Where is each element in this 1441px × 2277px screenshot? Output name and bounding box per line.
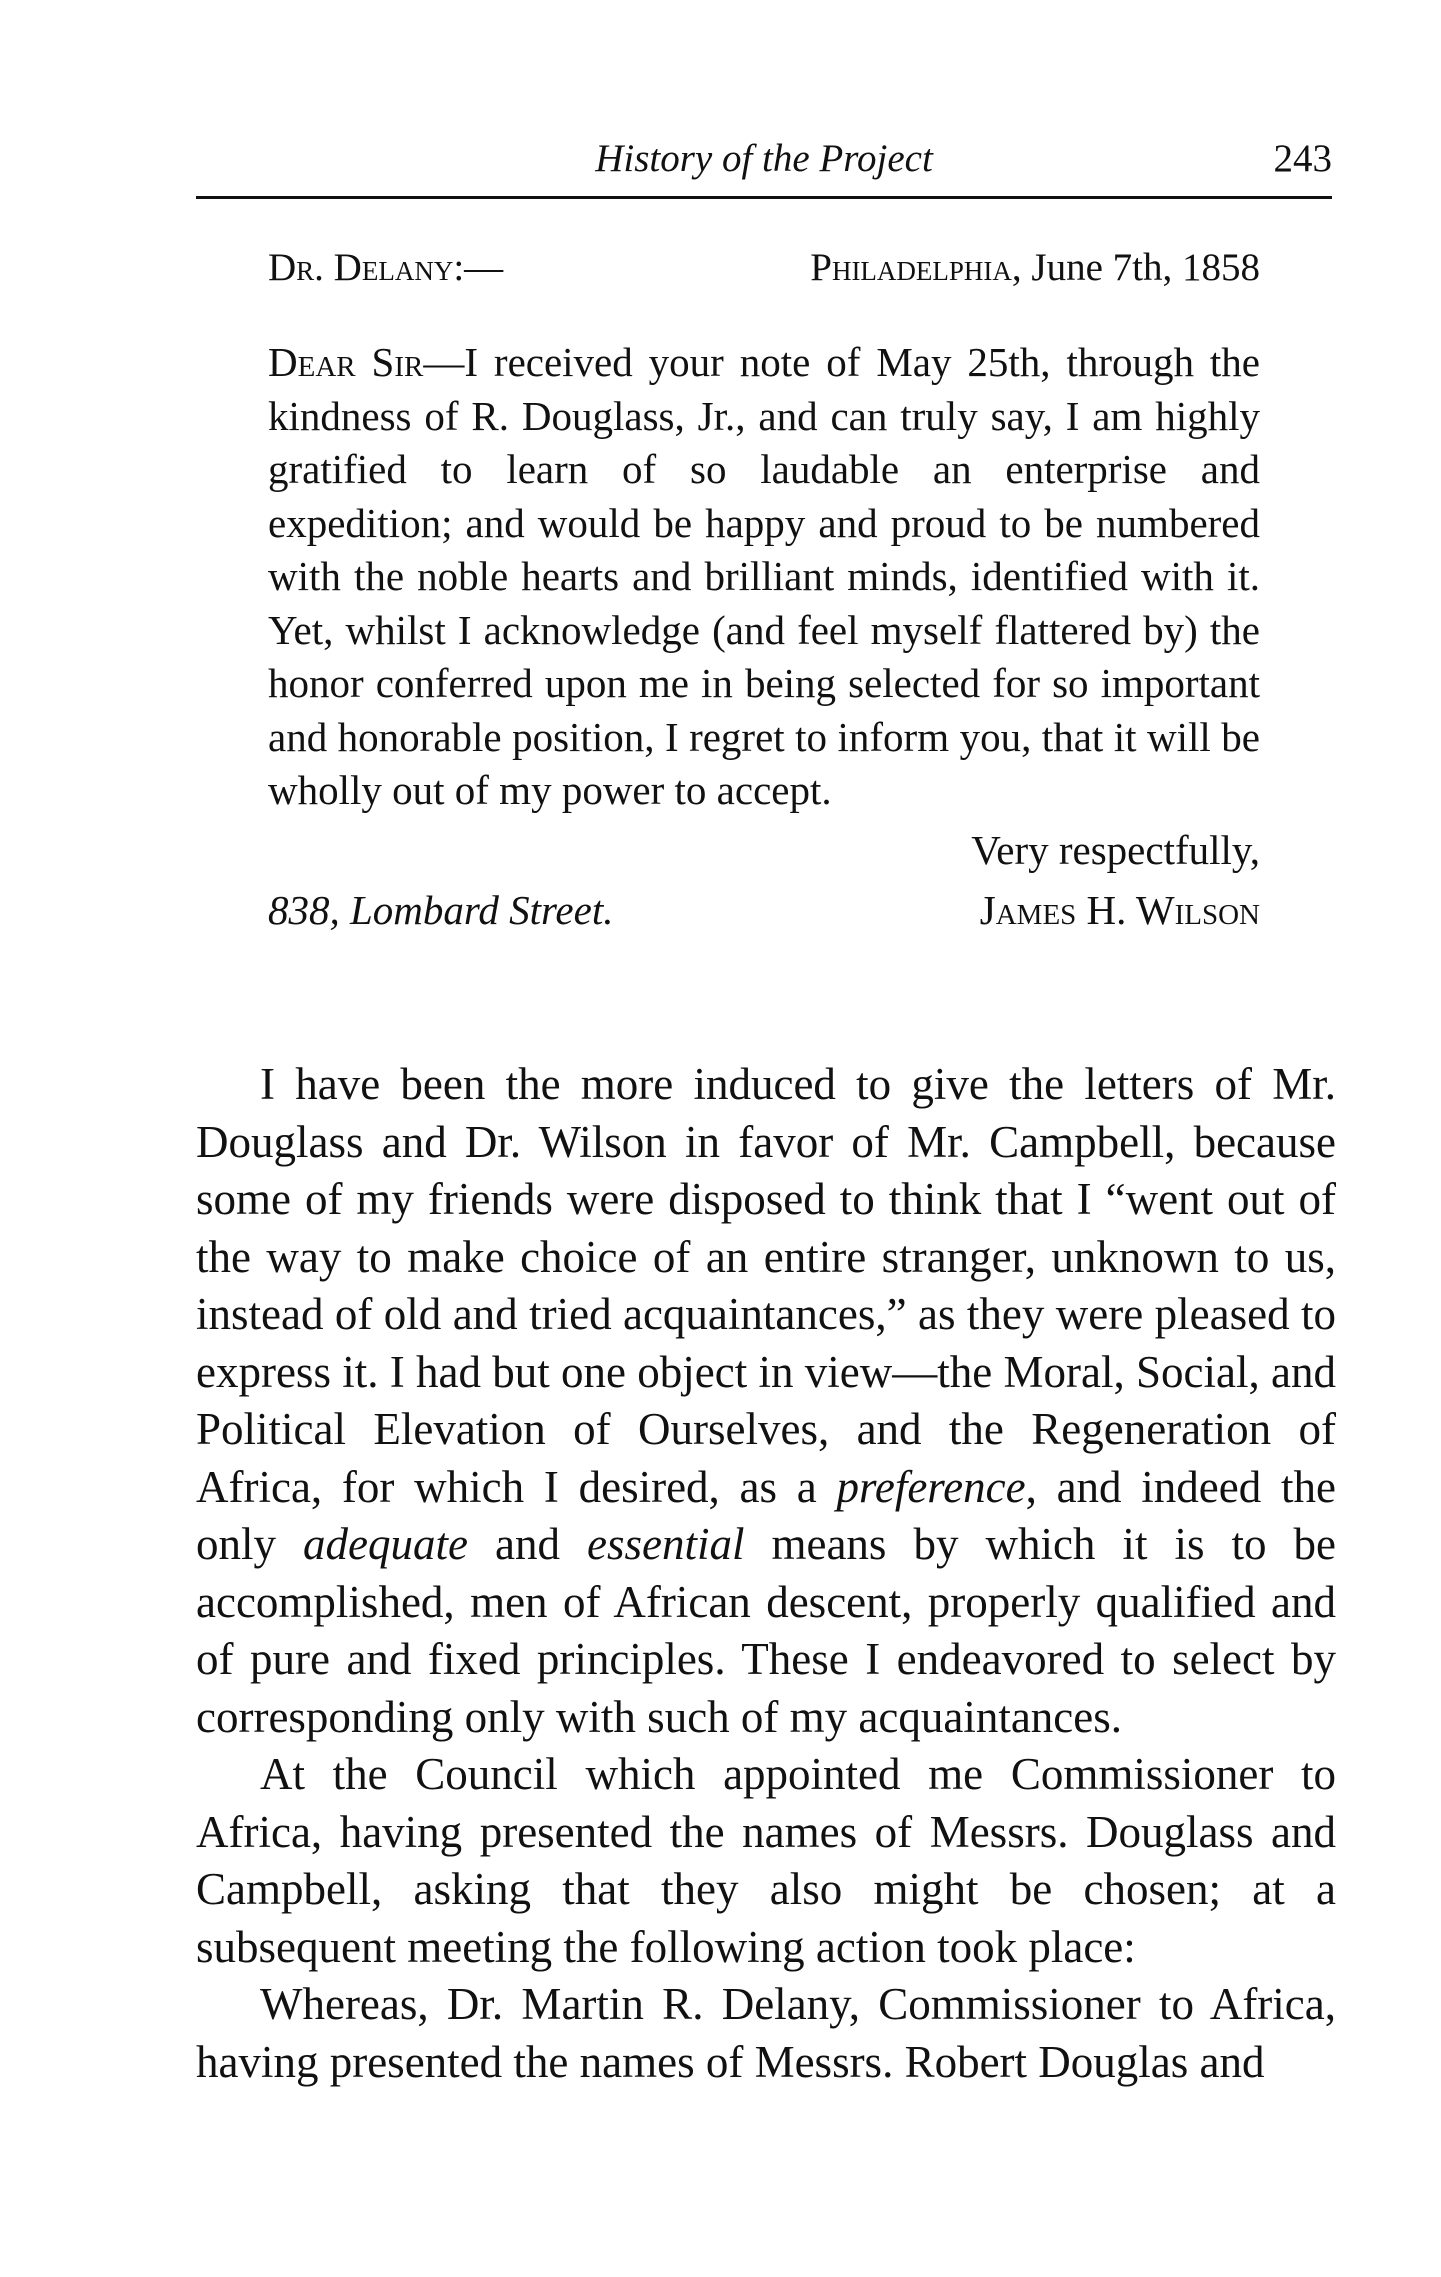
letter-salutation: Dear Sir bbox=[268, 339, 424, 385]
letter-signature: James H. Wilson bbox=[979, 886, 1260, 933]
letter-place-date bbox=[810, 238, 1260, 298]
emphasis-preference: preference bbox=[836, 1461, 1026, 1512]
paragraph-1-text-b: , and indeed the only bbox=[196, 1461, 1336, 1569]
letter-body-text: —I received your note of May 25th, through the kindness of R. Douglass, Jr., and can truly say, I am highly gratified to learn of so laudable an enterprise and expedition; and would be happy and proud to be numbered with the noble hearts and brilliant minds, identified with it. Yet, whilst I acknowledge (and feel myself flattered by) the honor conferred upon me in being selected for so important and honorable position, I regret to inform you, that it will be wholly out of my power to accept. bbox=[268, 339, 1261, 813]
running-head bbox=[196, 130, 1332, 199]
quoted-letter bbox=[268, 238, 1260, 940]
letter-signoff bbox=[268, 880, 1260, 940]
letter-heading bbox=[268, 238, 1260, 298]
emphasis-essential: essential bbox=[586, 1519, 745, 1569]
letter-closing: Very respectfully, bbox=[971, 826, 1260, 873]
running-title: History of the Project bbox=[595, 137, 933, 180]
letter-addressee: Dr. Delany:— bbox=[268, 246, 504, 289]
letter-date: June 7th, 1858 bbox=[1031, 246, 1260, 289]
page-number: 243 bbox=[1273, 137, 1332, 180]
paragraph-3: Whereas, Dr. Martin R. Delany, Commissioner to Africa, having presented the names of Messrs. Robert Douglas and bbox=[196, 1979, 1336, 2087]
paragraph-1-text-c: and bbox=[467, 1519, 587, 1569]
paragraph-1-text-d: means by which it is to be accomplished, men of African descent, properly qualified and of pure and fixed principles. These I endeavored to select by corresponding only with such of my acquaintances. bbox=[196, 1519, 1336, 1742]
paragraph-1-text-a: I have been the more induced to give the letters of Mr. Douglass and Dr. Wilson in favor of Mr. Campbell, because some of my friends were disposed to think that I “went out of the way to make choice of an entire stranger, unknown to us, instead of old and tried acquaintances,” as they were pleased to express it. I had but one object in view—the Moral, Social, and Political Elevation of Ourselves, and the Regeneration of Africa, for which I desired, as a bbox=[196, 1059, 1336, 1512]
main-text bbox=[196, 1056, 1336, 2091]
paragraph-2: At the Council which appointed me Commissioner to Africa, having presented the names of Messrs. Douglass and Campbell, asking that they also might be chosen; at a subsequent meeting the following action took place: bbox=[196, 1749, 1336, 1972]
letter-address: 838, Lombard Street. bbox=[268, 886, 614, 933]
letter-body bbox=[268, 336, 1260, 818]
letter-place: Philadelphia, bbox=[810, 246, 1022, 289]
emphasis-adequate: adequate bbox=[303, 1519, 468, 1569]
paragraph-1 bbox=[196, 1056, 1336, 1746]
